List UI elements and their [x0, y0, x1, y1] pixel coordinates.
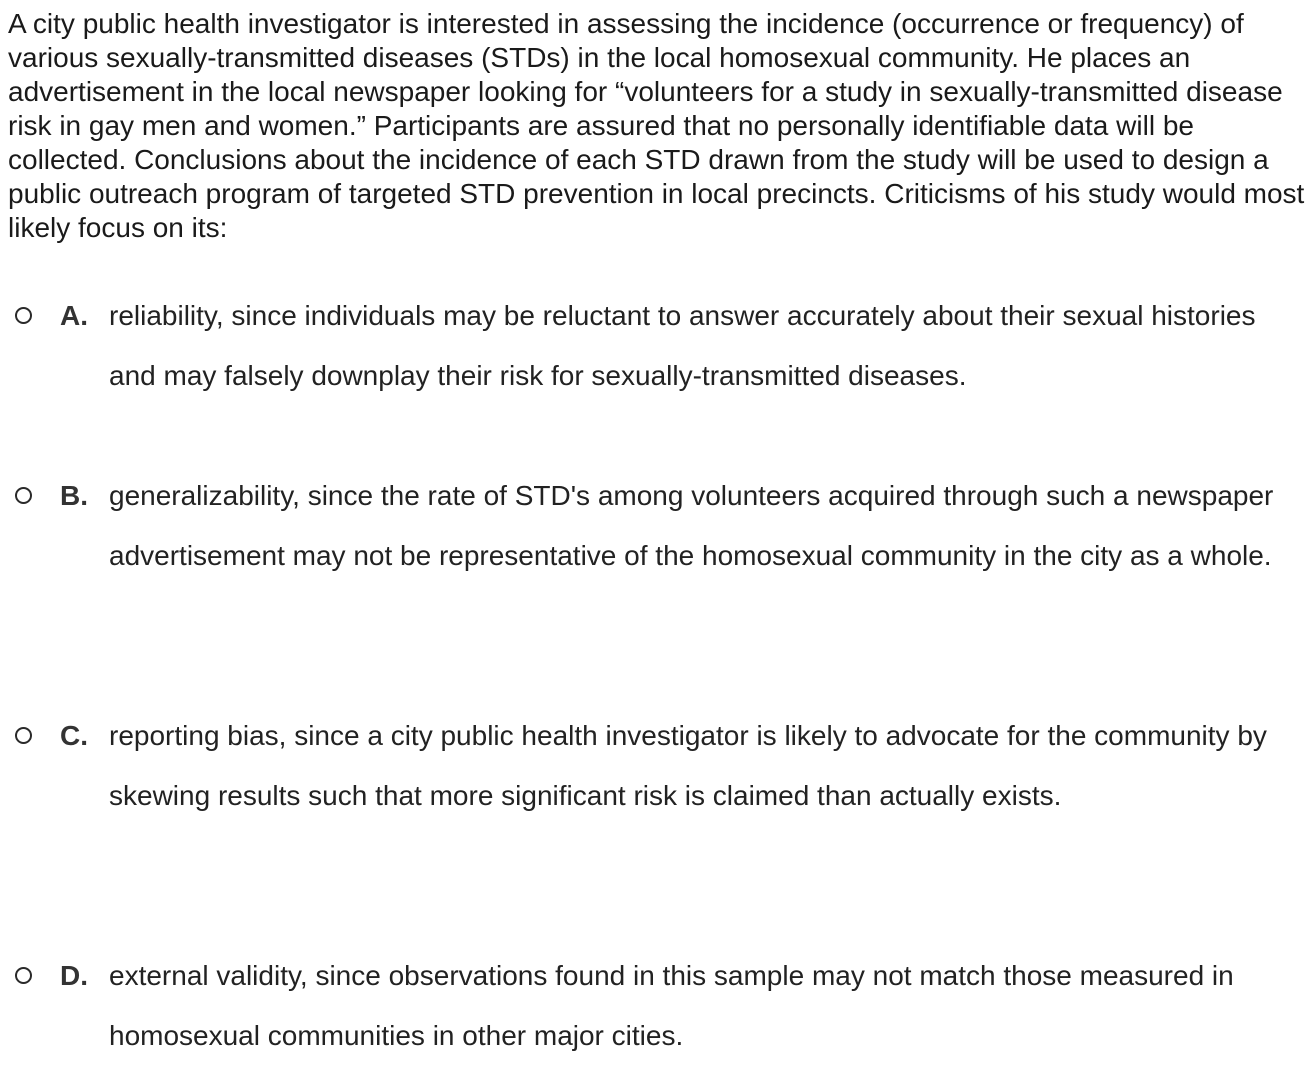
option-letter: A. [60, 300, 88, 331]
question-stem: A city public health investigator is interested in assessing the incidence (occurrence or frequency) of various sexually-transmitted diseases (STDs) in the local homosexual community. He places an advertisement in the local newspaper looking for “volunteers for a study in sexually-transmitted disease risk in gay men and women.” Participants are assured that no personally identifiable data will be collected. Conclusions about the incidence of each STD drawn from the study will be used to design a public outreach program of targeted STD prevention in local precincts. Criticisms of his study would most likely focus on its: [8, 8, 1305, 243]
radio-unselected-icon[interactable] [15, 727, 32, 744]
option-text: reliability, since individuals may be reluctant to answer accurately about their sexual histories and may falsely downplay their risk for sexually-transmitted diseases. [109, 300, 1256, 391]
option-text: generalizability, since the rate of STD's among volunteers acquired through such a newspaper advertisement may not be representative of the homosexual community in the city as a whole. [109, 480, 1274, 571]
option-text: reporting bias, since a city public health investigator is likely to advocate for the community by skewing results such that more significant risk is claimed than actually exists. [109, 720, 1267, 811]
option-letter: B. [60, 480, 88, 511]
radio-unselected-icon[interactable] [15, 307, 32, 324]
option-text: external validity, since observations found in this sample may not match those measured in homosexual communities in other major cities. [109, 960, 1234, 1051]
option-letter: D. [60, 960, 88, 991]
radio-unselected-icon[interactable] [15, 487, 32, 504]
radio-unselected-icon[interactable] [15, 967, 32, 984]
option-letter: C. [60, 720, 88, 751]
